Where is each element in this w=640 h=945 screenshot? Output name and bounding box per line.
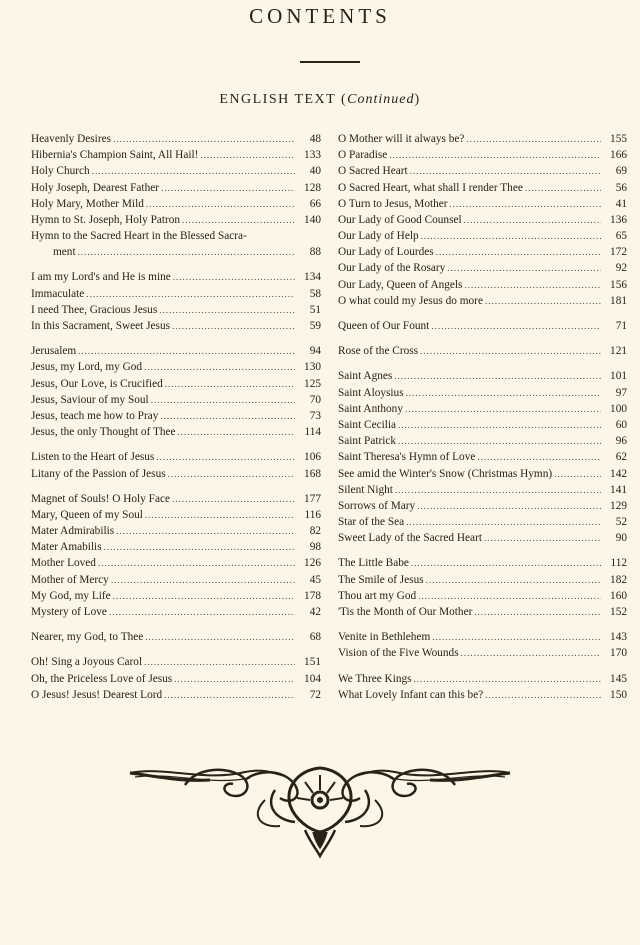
toc-entry[interactable] — [31, 588, 321, 604]
dot-leader — [78, 244, 295, 260]
toc-entry[interactable] — [31, 523, 321, 539]
toc-entry[interactable] — [31, 359, 321, 375]
toc-entry-page: 121 — [610, 345, 627, 358]
toc-entry-title: Queen of Our Fount — [338, 320, 430, 333]
toc-entry-title: Sorrows of Mary — [338, 499, 416, 512]
toc-entry-title: Hibernia's Champion Saint, All Hail! — [31, 149, 199, 162]
toc-entry-title: Nearer, my God, to Thee — [31, 631, 144, 644]
toc-entry[interactable] — [338, 449, 627, 465]
toc-entry-title: Jesus, Our Love, is Crucified — [31, 377, 163, 390]
dot-leader — [146, 196, 295, 212]
toc-entry[interactable] — [31, 376, 321, 392]
toc-entry-title: We Three Kings — [338, 672, 412, 685]
toc-entry-title: What Lovely Infant can this be? — [338, 688, 484, 701]
dot-leader — [461, 645, 601, 661]
dot-leader — [86, 286, 295, 302]
toc-entry[interactable] — [31, 163, 321, 179]
dot-leader — [395, 482, 601, 498]
toc-entry[interactable] — [338, 277, 627, 293]
toc-entry-page: 172 — [610, 246, 627, 259]
toc-entry[interactable] — [31, 572, 321, 588]
toc-entry-title: Star of the Sea — [338, 516, 405, 529]
toc-entry-page: 82 — [309, 525, 321, 538]
toc-entry-title: Holy Joseph, Dearest Father — [31, 181, 160, 194]
toc-entry-title: Vision of the Five Wounds — [338, 647, 459, 660]
toc-entry-title: Holy Church — [31, 165, 90, 178]
toc-entry-page: 150 — [610, 688, 627, 701]
toc-entry-page: 178 — [304, 589, 321, 602]
toc-entry-title: Mary, Queen of my Soul — [31, 508, 143, 521]
dot-leader — [436, 244, 601, 260]
toc-entry-page: 104 — [304, 672, 321, 685]
toc-entry-title: Hymn to the Sacred Heart in the Blessed Sacra- — [31, 230, 247, 243]
toc-entry-page: 125 — [304, 377, 321, 390]
dot-leader — [485, 293, 601, 309]
dot-leader — [144, 654, 295, 670]
toc-entry[interactable] — [31, 270, 321, 286]
toc-entry-page: 56 — [615, 181, 627, 194]
dot-leader — [160, 408, 295, 424]
page-title: CONTENTS — [249, 4, 391, 28]
toc-entry[interactable] — [31, 131, 321, 147]
toc-entry-page: 97 — [615, 386, 627, 399]
group-gap — [338, 359, 627, 368]
dot-leader — [78, 343, 295, 359]
toc-entry-title: Holy Mary, Mother Mild — [31, 197, 144, 210]
toc-entry-title: Our Lady of Good Counsel — [338, 213, 462, 226]
toc-entry[interactable] — [338, 466, 627, 482]
toc-entry[interactable] — [31, 228, 321, 244]
toc-entry-title: Mater Admirabilis — [31, 525, 115, 538]
toc-entry[interactable] — [31, 424, 321, 440]
toc-entry[interactable] — [338, 629, 627, 645]
dot-leader — [554, 466, 601, 482]
toc-entry-page: 92 — [615, 262, 627, 275]
toc-entry-page: 72 — [309, 688, 321, 701]
dot-leader — [156, 449, 295, 465]
toc-entry-title: Immaculate — [31, 287, 85, 300]
toc-entry[interactable] — [338, 604, 627, 620]
dot-leader — [484, 530, 601, 546]
toc-entry-page: 90 — [615, 532, 627, 545]
toc-entry-page: 59 — [309, 320, 321, 333]
toc-entry[interactable] — [31, 302, 321, 318]
toc-entry-page: 45 — [309, 573, 321, 586]
toc-entry-page: 142 — [610, 467, 627, 480]
dot-leader — [151, 392, 295, 408]
group-gap — [31, 620, 321, 629]
toc-entry[interactable] — [338, 228, 627, 244]
toc-entry-page: 69 — [615, 165, 627, 178]
toc-entry[interactable] — [31, 491, 321, 507]
toc-entry-page: 71 — [615, 320, 627, 333]
toc-entry-page: 98 — [309, 541, 321, 554]
toc-entry-title: Mystery of Love — [31, 606, 107, 619]
group-gap — [31, 440, 321, 449]
toc-entry[interactable] — [338, 417, 627, 433]
dot-leader — [145, 507, 295, 523]
toc-entry-title: O Paradise — [338, 149, 388, 162]
toc-entry-title: In this Sacrament, Sweet Jesus — [31, 320, 170, 333]
toc-entry-page: 170 — [610, 647, 627, 660]
dot-leader — [420, 343, 601, 359]
toc-entry[interactable] — [338, 572, 627, 588]
toc-entry-page: 41 — [615, 197, 627, 210]
dot-leader — [172, 318, 295, 334]
toc-entry-title-cont: ment — [53, 246, 76, 259]
toc-entry-page: 177 — [304, 492, 321, 505]
dot-leader — [398, 433, 601, 449]
toc-entry[interactable] — [338, 588, 627, 604]
toc-entry[interactable] — [338, 343, 627, 359]
toc-entry-page: 143 — [610, 631, 627, 644]
toc-entry-title: O Sacred Heart, what shall I render Thee — [338, 181, 523, 194]
dot-leader — [174, 671, 295, 687]
toc-entry-title: O Jesus! Jesus! Dearest Lord — [31, 688, 163, 701]
toc-entry[interactable] — [338, 293, 627, 309]
dot-leader — [474, 604, 601, 620]
toc-entry[interactable] — [31, 507, 321, 523]
toc-entry-title: Mother Loved — [31, 557, 96, 570]
toc-entry-page: 182 — [610, 573, 627, 586]
dot-leader — [394, 368, 601, 384]
toc-entry-page: 88 — [309, 246, 321, 259]
toc-entry-page: 145 — [610, 672, 627, 685]
toc-entry-page: 68 — [309, 631, 321, 644]
dot-leader — [161, 180, 295, 196]
toc-entry-title: Hymn to St. Joseph, Holy Patron — [31, 213, 181, 226]
group-gap — [338, 620, 627, 629]
toc-entry-page: 134 — [304, 271, 321, 284]
toc-entry-page: 126 — [304, 557, 321, 570]
toc-entry-title: O what could my Jesus do more — [338, 294, 483, 307]
toc-entry-title: Jesus, the only Thought of Thee — [31, 426, 176, 439]
toc-entry-page: 114 — [304, 426, 321, 439]
toc-entry-title: Silent Night — [338, 483, 393, 496]
toc-entry-page: 112 — [610, 557, 627, 570]
toc-entry[interactable] — [338, 671, 627, 687]
toc-entry-title: Listen to the Heart of Jesus — [31, 451, 155, 464]
toc-entry[interactable] — [31, 556, 321, 572]
dot-leader — [447, 260, 601, 276]
toc-entry[interactable] — [338, 687, 627, 703]
right-column — [338, 131, 627, 703]
toc-entry-page: 181 — [610, 294, 627, 307]
dot-leader — [168, 466, 295, 482]
dot-leader — [466, 131, 601, 147]
dot-leader — [410, 163, 601, 179]
toc-entry-page: 42 — [309, 606, 321, 619]
toc-entry[interactable] — [338, 163, 627, 179]
toc-entry[interactable] — [338, 261, 627, 277]
toc-entry[interactable] — [338, 196, 627, 212]
toc-entry-title: Saint Anthony — [338, 402, 403, 415]
dot-leader — [159, 302, 295, 318]
toc-entry-page: 116 — [304, 508, 321, 521]
group-gap — [31, 645, 321, 654]
toc-entry-page: 151 — [304, 656, 321, 669]
dot-leader — [173, 269, 295, 285]
toc-entry-page: 65 — [615, 230, 627, 243]
dot-leader — [109, 604, 295, 620]
toc-entry-page: 60 — [615, 418, 627, 431]
toc-entry-title: Jesus, my Lord, my God — [31, 361, 143, 374]
title-rule — [300, 61, 360, 63]
toc-entry-title: Saint Theresa's Hymn of Love — [338, 451, 476, 464]
dot-leader — [113, 131, 295, 147]
toc-entry[interactable] — [338, 212, 627, 228]
toc-entry[interactable] — [338, 530, 627, 546]
toc-entry-title: The Little Babe — [338, 557, 409, 570]
toc-entry-title: Our Lady, Queen of Angels — [338, 278, 463, 291]
group-gap — [31, 261, 321, 270]
toc-entry-page: 51 — [309, 303, 321, 316]
toc-entry-title: Sweet Lady of the Sacred Heart — [338, 532, 482, 545]
toc-entry[interactable] — [31, 180, 321, 196]
dot-leader — [178, 424, 295, 440]
dot-leader — [398, 417, 601, 433]
toc-entry-page: 100 — [610, 402, 627, 415]
toc-entry-title: Litany of the Passion of Jesus — [31, 467, 166, 480]
toc-entry-title: Saint Aloysius — [338, 386, 404, 399]
toc-entry-page: 62 — [615, 451, 627, 464]
dot-leader — [414, 671, 601, 687]
dot-leader — [464, 212, 601, 228]
toc-entry[interactable] — [338, 318, 627, 334]
toc-entry[interactable] — [338, 385, 627, 401]
toc-entry-title: Venite in Bethlehem — [338, 631, 431, 644]
toc-entry-title: See amid the Winter's Snow (Christmas Hymn) — [338, 467, 553, 480]
toc-entry-title: The Smile of Jesus — [338, 573, 424, 586]
toc-entry-title: Saint Agnes — [338, 370, 393, 383]
group-gap — [338, 547, 627, 556]
toc-entry-page: 66 — [309, 197, 321, 210]
toc-entry-page: 141 — [610, 483, 627, 496]
toc-entry-page: 101 — [610, 370, 627, 383]
toc-entry-title: O Mother will it always be? — [338, 132, 465, 145]
toc-entry-page: 130 — [304, 361, 321, 374]
group-gap — [31, 334, 321, 343]
toc-entry-title: Magnet of Souls! O Holy Face — [31, 492, 170, 505]
dot-leader — [406, 385, 601, 401]
toc-entry-page: 129 — [610, 499, 627, 512]
dot-leader — [172, 491, 295, 507]
toc-entry[interactable] — [31, 147, 321, 163]
toc-entry-title: Our Lady of Lourdes — [338, 246, 434, 259]
toc-entry-title: Oh, the Priceless Love of Jesus — [31, 672, 173, 685]
dot-leader — [113, 588, 295, 604]
toc-entry-page: 48 — [309, 132, 321, 145]
toc-entry-page: 52 — [615, 516, 627, 529]
toc-entry[interactable] — [31, 671, 321, 687]
dot-leader — [477, 449, 601, 465]
toc-entry-title: My God, my Life — [31, 589, 111, 602]
toc-entry-page: 128 — [304, 181, 321, 194]
toc-entry-page: 133 — [304, 149, 321, 162]
dot-leader — [464, 277, 601, 293]
toc-entry[interactable] — [338, 556, 627, 572]
toc-entry[interactable] — [31, 392, 321, 408]
section-subtitle: ENGLISH TEXT (Continued) — [219, 92, 421, 107]
toc-entry-page: 152 — [610, 606, 627, 619]
toc-entry-title: Mater Amabilis — [31, 541, 102, 554]
left-column — [31, 131, 321, 703]
toc-entry-title: Our Lady of Help — [338, 230, 419, 243]
dot-leader — [450, 196, 601, 212]
toc-entry[interactable] — [31, 318, 321, 334]
dot-leader — [116, 523, 295, 539]
dot-leader — [432, 629, 601, 645]
toc-entry[interactable] — [31, 539, 321, 555]
toc-entry-title: Jerusalem — [31, 345, 77, 358]
group-gap — [338, 309, 627, 318]
group-gap — [338, 662, 627, 671]
toc-entry[interactable] — [338, 244, 627, 260]
toc-entry-page: 166 — [610, 149, 627, 162]
dot-leader — [144, 359, 295, 375]
dot-leader — [145, 629, 295, 645]
toc-entry[interactable] — [338, 131, 627, 147]
dot-leader — [426, 572, 601, 588]
toc-entry[interactable] — [338, 482, 627, 498]
toc-entry[interactable] — [31, 466, 321, 482]
toc-entry-continuation[interactable] — [31, 244, 321, 260]
dot-leader — [406, 514, 601, 530]
toc-entry-page: 94 — [309, 345, 321, 358]
toc-entry[interactable] — [31, 286, 321, 302]
toc-entry-title: Saint Cecilia — [338, 418, 397, 431]
toc-entry-title: Heavenly Desires — [31, 132, 111, 145]
toc-entry-page: 40 — [309, 165, 321, 178]
toc-entry-title: O Turn to Jesus, Mother — [338, 197, 448, 210]
dot-leader — [405, 401, 601, 417]
toc-entry-title: Saint Patrick — [338, 435, 397, 448]
subtitle-text: ENGLISH TEXT — [219, 92, 336, 107]
dot-leader — [164, 687, 295, 703]
toc-entry[interactable] — [338, 368, 627, 384]
toc-entry[interactable] — [31, 212, 321, 228]
dot-leader — [418, 588, 601, 604]
toc-entry-page: 155 — [610, 132, 627, 145]
toc-entry-title: Jesus, teach me how to Pray — [31, 409, 159, 422]
decorative-ornament-icon — [125, 760, 515, 860]
toc-entry[interactable] — [338, 147, 627, 163]
dot-leader — [485, 687, 601, 703]
toc-entry[interactable] — [31, 343, 321, 359]
dot-leader — [417, 498, 601, 514]
dot-leader — [182, 212, 295, 228]
toc-entry-title: Thou art my God — [338, 589, 417, 602]
toc-entry[interactable] — [338, 401, 627, 417]
toc-entry-title: Rose of the Cross — [338, 345, 419, 358]
toc-entry[interactable] — [338, 498, 627, 514]
toc-entry-title: 'Tis the Month of Our Mother — [338, 606, 473, 619]
dot-leader — [92, 163, 295, 179]
toc-entry-page: 70 — [309, 393, 321, 406]
toc-entry[interactable] — [31, 604, 321, 620]
toc-entry[interactable] — [338, 514, 627, 530]
dot-leader — [525, 180, 601, 196]
toc-entry[interactable] — [31, 196, 321, 212]
dot-leader — [411, 555, 601, 571]
group-gap — [338, 334, 627, 343]
dot-leader — [98, 555, 295, 571]
toc-entry-title: Mother of Mercy — [31, 573, 109, 586]
toc-entry[interactable] — [31, 449, 321, 465]
toc-entry[interactable] — [338, 180, 627, 196]
toc-entry[interactable] — [338, 645, 627, 661]
dot-leader — [104, 539, 295, 555]
toc-entry-title: I need Thee, Gracious Jesus — [31, 303, 158, 316]
dot-leader — [165, 376, 295, 392]
dot-leader — [200, 147, 295, 163]
toc-entry-page: 156 — [610, 278, 627, 291]
subtitle-note: Continued — [347, 92, 415, 107]
toc-entry-page: 73 — [309, 409, 321, 422]
toc-entry-page: 58 — [309, 287, 321, 300]
toc-entry[interactable] — [31, 408, 321, 424]
toc-entry-title: Our Lady of the Rosary — [338, 262, 446, 275]
group-gap — [31, 482, 321, 491]
toc-entry[interactable] — [31, 629, 321, 645]
toc-entry[interactable] — [31, 687, 321, 703]
toc-entry-title: O Sacred Heart — [338, 165, 408, 178]
toc-entry-page: 140 — [304, 213, 321, 226]
toc-entry-page: 106 — [304, 451, 321, 464]
toc-entry[interactable] — [31, 654, 321, 670]
toc-entry-title: Oh! Sing a Joyous Carol — [31, 656, 143, 669]
toc-entry-page: 136 — [610, 213, 627, 226]
dot-leader — [421, 228, 601, 244]
toc-entry[interactable] — [338, 433, 627, 449]
toc-entry-title: I am my Lord's and He is mine — [31, 271, 171, 284]
dot-leader — [389, 147, 601, 163]
toc-entry-page: 160 — [610, 589, 627, 602]
toc-entry-page: 168 — [304, 467, 321, 480]
toc-entry-title: Jesus, Saviour of my Soul — [31, 393, 149, 406]
dot-leader — [431, 318, 601, 334]
dot-leader — [111, 572, 295, 588]
toc-entry-page: 96 — [615, 435, 627, 448]
